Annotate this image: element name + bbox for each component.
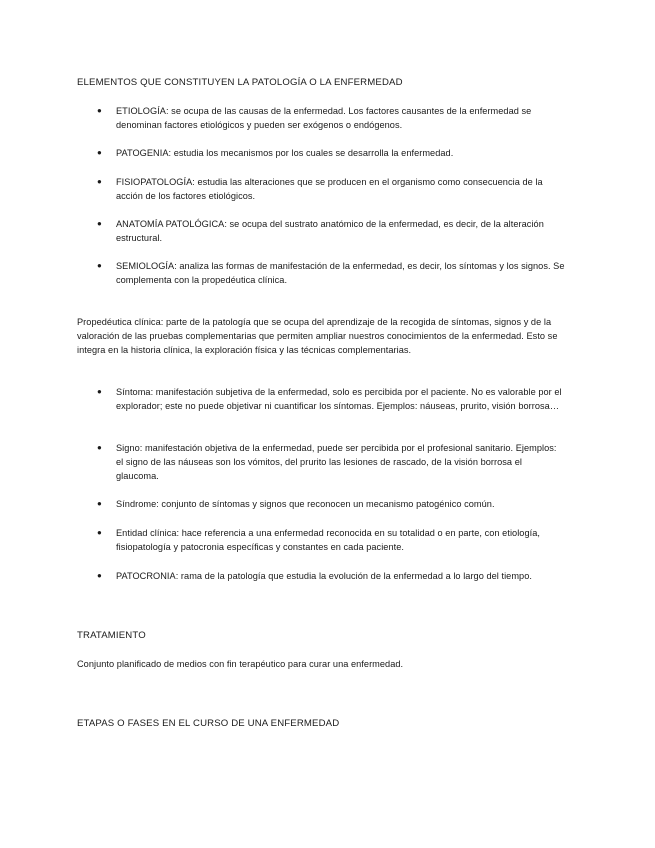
list-item-text: FISIOPATOLOGÍA: estudia las alteraciones que se producen en el organismo como consecuencia de la acción de los factores etiológicos. — [116, 177, 543, 201]
list-item-etiologia — [97, 104, 565, 132]
bullet-icon: ● — [97, 177, 102, 186]
list-item-patocronia — [97, 569, 565, 583]
list-item-text: Síntoma: manifestación subjetiva de la enfermedad, solo es percibida por el paciente. No es valorable por el explorador; este no puede objetivar ni cuantificar los síntomas. Ejemplos: náuseas, prurito, visión borrosa… — [116, 387, 562, 411]
tratamiento-paragraph: Conjunto planificado de medios con fin terapéutico para curar una enfermedad. — [77, 659, 404, 669]
propedeutica-paragraph: Propedéutica clínica: parte de la patología que se ocupa del aprendizaje de la recogida de síntomas, signos y de la valoración de las pruebas complementarias que permiten ampliar nuestros conocimientos de la enfermedad. Esto se integra en la historia clínica, la exploración física y las técnicas complementarias. — [77, 317, 558, 355]
bullet-icon: ● — [97, 261, 102, 270]
bullet-icon: ● — [97, 443, 102, 452]
bullet-icon: ● — [97, 528, 102, 537]
list-item-text: Signo: manifestación objetiva de la enfermedad, puede ser percibida por el profesional sanitario. Ejemplos: el signo de las náuseas son los vómitos, del prurito las lesiones de rascado, de la visión borrosa el glaucoma. — [116, 443, 557, 481]
list-item-anatomia-patologica — [97, 217, 565, 245]
section-heading-tratamiento: TRATAMIENTO — [77, 630, 146, 641]
list-item-entidad-clinica — [97, 526, 565, 554]
list-item-patogenia — [97, 146, 565, 160]
bullet-icon: ● — [97, 219, 102, 228]
section-heading-etapas: ETAPAS O FASES EN EL CURSO DE UNA ENFERMEDAD — [77, 718, 340, 729]
list-item-sindrome — [97, 497, 565, 511]
bullet-icon: ● — [97, 148, 102, 157]
list-item-text: Entidad clínica: hace referencia a una enfermedad reconocida en su totalidad o en parte, con etiología, fisiopatología y patocronia específicas y constantes en cada paciente. — [116, 528, 540, 552]
bullet-icon: ● — [97, 499, 102, 508]
bullet-icon: ● — [97, 387, 102, 396]
section-heading-elementos: ELEMENTOS QUE CONSTITUYEN LA PATOLOGÍA O LA ENFERMEDAD — [77, 77, 403, 88]
bullet-icon: ● — [97, 106, 102, 115]
list-item-fisiopatologia — [97, 175, 565, 203]
list-item-text: SEMIOLOGÍA: analiza las formas de manifestación de la enfermedad, es decir, los síntomas y los signos. Se complementa con la propedéutica clínica. — [116, 261, 565, 285]
list-item-text: PATOGENIA: estudia los mecanismos por los cuales se desarrolla la enfermedad. — [116, 148, 454, 158]
bullet-icon: ● — [97, 571, 102, 580]
list-item-sintoma — [97, 385, 565, 413]
list-item-text: PATOCRONIA: rama de la patología que estudia la evolución de la enfermedad a lo largo del tiempo. — [116, 571, 532, 581]
list-item-semiologia — [97, 259, 565, 287]
list-item-text: ANATOMÍA PATOLÓGICA: se ocupa del sustrato anatómico de la enfermedad, es decir, de la alteración estructural. — [116, 219, 544, 243]
list-item-signo — [97, 441, 565, 483]
list-item-text: Síndrome: conjunto de síntomas y signos que reconocen un mecanismo patogénico común. — [116, 499, 495, 509]
list-item-text: ETIOLOGÍA: se ocupa de las causas de la enfermedad. Los factores causantes de la enfermedad se denominan factores etiológicos y pueden ser exógenos o endógenos. — [116, 106, 532, 130]
